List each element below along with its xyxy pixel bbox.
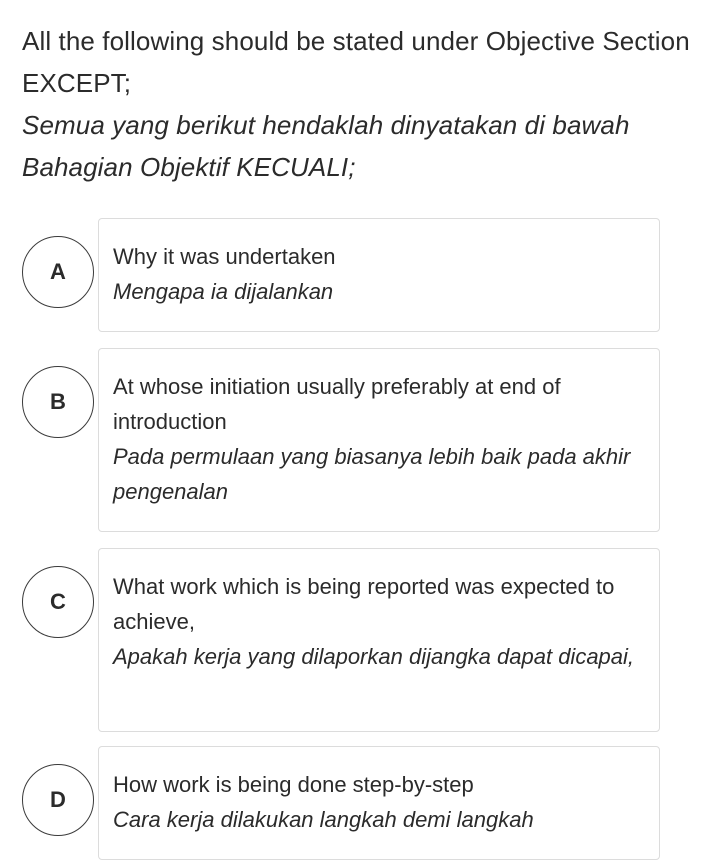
question-text-malay: Semua yang berikut hendaklah dinyatakan di bawah Bahagian Objektif KECUALI; — [22, 110, 630, 182]
question-text-english: All the following should be stated under Objective Section EXCEPT; — [22, 26, 690, 98]
option-text-english: Why it was undertaken — [113, 244, 336, 269]
option-text-english: How work is being done step-by-step — [113, 772, 474, 797]
option-text-malay: Apakah kerja yang dilaporkan dijangka dapat dicapai, — [113, 644, 635, 669]
option-letter-badge[interactable]: D — [22, 764, 94, 836]
option-card[interactable] — [98, 746, 660, 860]
option-card[interactable] — [98, 548, 660, 732]
option-text-english: What work which is being reported was expected to achieve, — [113, 574, 615, 634]
option-card[interactable] — [98, 218, 660, 332]
option-text-malay: Cara kerja dilakukan langkah demi langkah — [113, 807, 534, 832]
option-card[interactable] — [98, 348, 660, 532]
option-text-malay: Mengapa ia dijalankan — [113, 279, 334, 304]
option-text-malay: Pada permulaan yang biasanya lebih baik pada akhir pengenalan — [113, 444, 631, 504]
question-stem — [22, 20, 702, 188]
option-text-english: At whose initiation usually preferably at end of introduction — [113, 374, 561, 434]
option-letter-badge[interactable]: B — [22, 366, 94, 438]
option-letter-badge[interactable]: A — [22, 236, 94, 308]
option-letter-badge[interactable]: C — [22, 566, 94, 638]
